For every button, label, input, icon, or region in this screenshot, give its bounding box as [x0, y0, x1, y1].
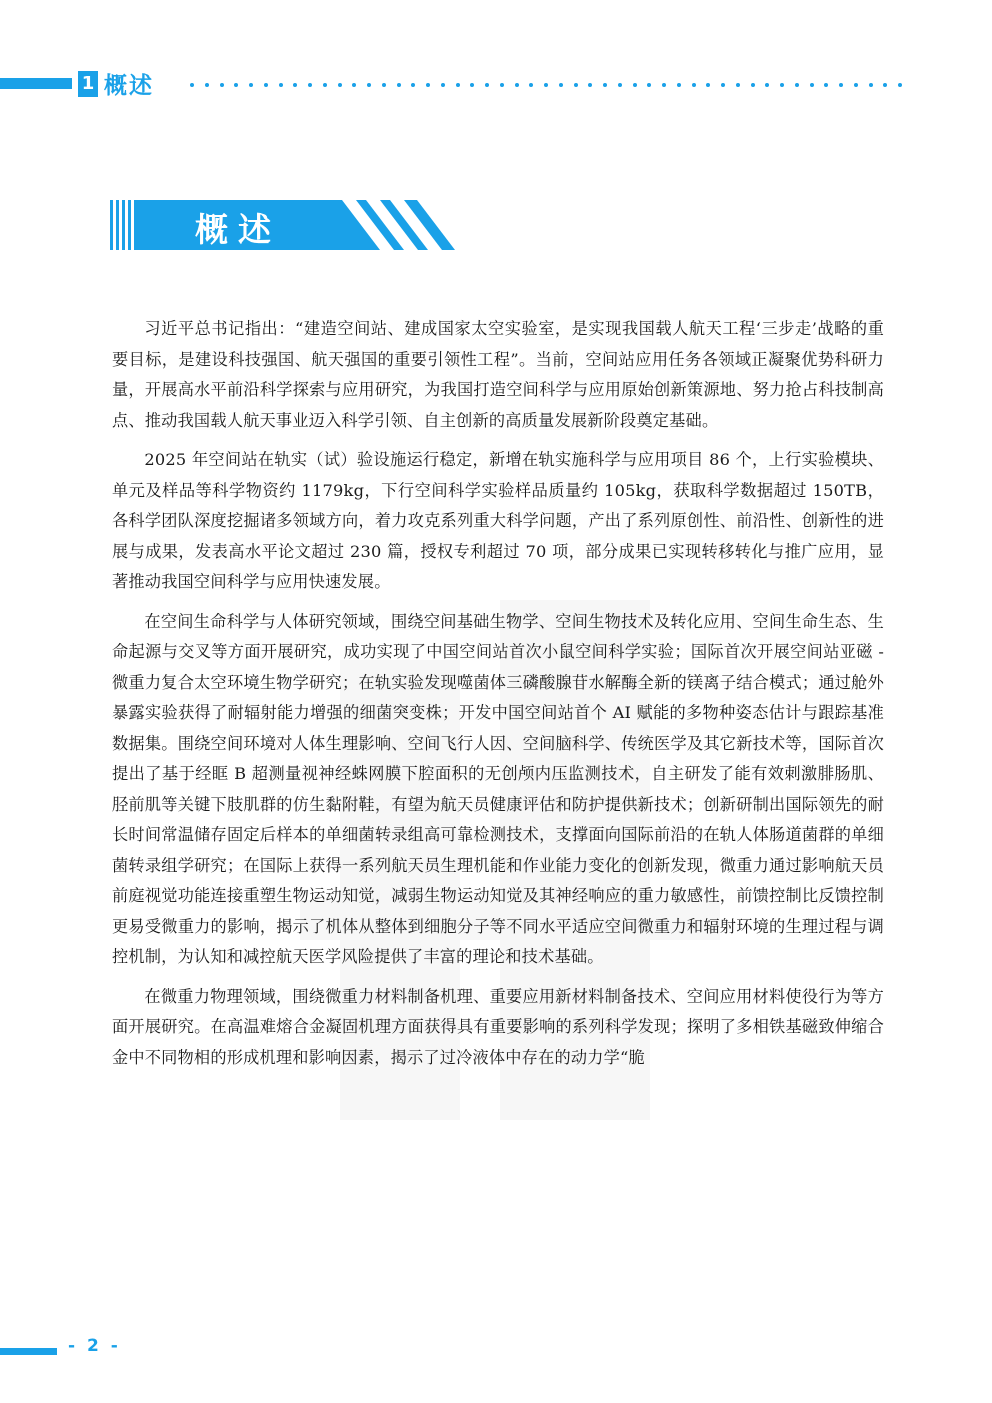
body-text	[112, 314, 884, 1082]
chapter-number-badge: 1	[78, 71, 98, 97]
section-title: 概述	[195, 210, 281, 249]
footer-accent-bar	[0, 1348, 57, 1355]
chapter-title: 概述	[104, 73, 154, 99]
paragraph-intro: 习近平总书记指出：“建造空间站、建成国家太空实验室，是实现我国载人航天工程‘三步走’战略的重要目标，是建设科技强国、航天强国的重要引领性工程”。当前，空间站应用任务各领域正凝聚优势科研力量，开展高水平前沿科学探索与应用研究，为我国打造空间科学与应用原始创新策源地、努力抢占科技制高点、推动我国载人航天事业迈入科学引领、自主创新的高质量发展新阶段奠定基础。	[112, 319, 884, 430]
paragraph-microgravity-physics: 在微重力物理领域，围绕微重力材料制备机理、重要应用新材料制备技术、空间应用材料使役行为等方面开展研究。在高温难熔合金凝固机理方面获得具有重要影响的系列科学发现；探明了多相铁基磁致伸缩合金中不同物相的形成机理和影响因素，揭示了过冷液体中存在的动力学“脆	[112, 986, 884, 1067]
paragraph-2025-summary: 2025 年空间站在轨实（试）验设施运行稳定，新增在轨实施科学与应用项目 86 个，上行实验模块、单元及样品等科学物资约 1179kg，下行空间科学实验样品质量约 105kg，获取科学数据超过 150TB，各科学团队深度挖掘诸多领域方向，着力攻克系列重大科学问题，产出了系列原创性、前沿性、创新性的进展与成果，发表高水平论文超过 230 篇，授权专利超过 70 项，部分成果已实现转移转化与推广应用，显著推动我国空间科学与应用快速发展。	[112, 450, 884, 591]
header-dotted-rule	[190, 82, 902, 88]
page-number: - 2 -	[68, 1336, 121, 1356]
paragraph-life-science: 在空间生命科学与人体研究领域，围绕空间基础生物学、空间生物技术及转化应用、空间生命生态、生命起源与交叉等方面开展研究，成功实现了中国空间站首次小鼠空间科学实验；国际首次开展空间站亚磁 - 微重力复合太空环境生物学研究；在轨实验发现噬菌体三磷酸腺苷水解酶全新的镁离子结合模式；通过舱外暴露实验获得了耐辐射能力增强的细菌突变株；开发中国空间站首个 AI 赋能的多物种姿态估计与跟踪基准数据集。围绕空间环境对人体生理影响、空间飞行人因、空间脑科学、传统医学及其它新技术等，国际首次提出了基于经眶 B 超测量视神经蛛网膜下腔面积的无创颅内压监测技术，自主研发了能有效刺激腓肠肌、胫前肌等关键下肢肌群的仿生黏附鞋，有望为航天员健康评估和防护提供新技术；创新研制出国际领先的耐长时间常温储存固定后样本的单细菌转录组高可靠检测技术，支撑面向国际前沿的在轨人体肠道菌群的单细菌转录组学研究；在国际上获得一系列航天员生理机能和作业能力变化的创新发现，微重力通过影响航天员前庭视觉功能连接重塑生物运动知觉，减弱生物运动知觉及其神经响应的重力敏感性，前馈控制比反馈控制更易受微重力的影响，揭示了机体从整体到细胞分子等不同水平适应空间微重力和辐射环境的生理过程与调控机制，为认知和减控航天医学风险提供了丰富的理论和技术基础。	[112, 611, 884, 966]
header-accent-bar	[0, 78, 72, 89]
section-banner	[110, 200, 455, 250]
